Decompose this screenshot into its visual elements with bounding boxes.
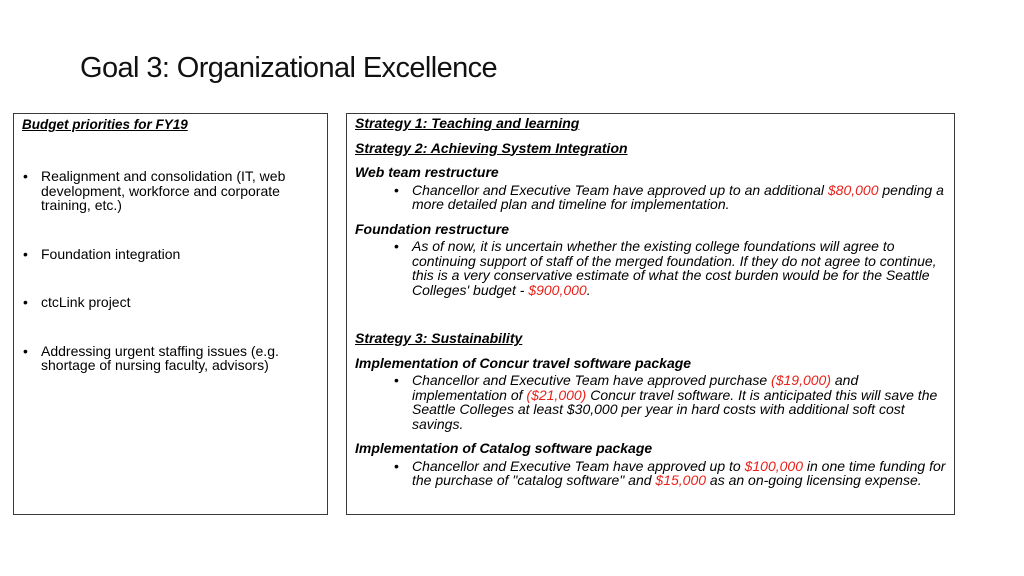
concur-text-1: Chancellor and Executive Team have approved purchase: [412, 372, 772, 388]
strategies-panel: [346, 113, 955, 515]
bullet-icon: •: [394, 238, 399, 254]
list-item: [355, 239, 946, 297]
concur-amount-1: ($19,000): [771, 372, 831, 388]
foundation-list: [355, 239, 946, 297]
concur-text-3: Concur travel software. It is anticipated this will save the Seattle Colleges at least $30,000 per year in hard costs with additional soft cost savings.: [412, 386, 938, 432]
list-item: [22, 247, 319, 262]
foundation-text-2: .: [586, 281, 591, 298]
catalog-list: [355, 459, 946, 488]
web-team-list: [355, 183, 946, 212]
foundation-text-1: As of now, it is uncertain whether the existing college foundations will agree to continuing support of staff of the merged foundation. If they do not agree to continue, this is a very conservative estimate of what the cost burden would be for the Seattle Colleges' budget -: [412, 238, 937, 298]
page-title: Goal 3: Organizational Excellence: [80, 52, 498, 84]
list-item: [355, 373, 946, 431]
list-item: [22, 344, 319, 373]
concur-amount-2: ($21,000): [526, 386, 587, 403]
strategy-3-heading: Strategy 3: Sustainability: [355, 330, 523, 346]
strategy-2-heading: Strategy 2: Achieving System Integration: [355, 139, 628, 156]
list-item-text: Realignment and consolidation (IT, web development, workforce and corporate training, etc.): [41, 168, 286, 213]
catalog-amount-1: $100,000: [744, 457, 803, 474]
list-item: [355, 459, 946, 488]
bullet-icon: •: [23, 245, 28, 262]
web-text-2: pending a more detailed plan and timeline for implementation.: [412, 181, 944, 212]
budget-priorities-panel: [13, 113, 328, 515]
bullet-icon: •: [394, 457, 399, 474]
list-item: [355, 183, 946, 212]
catalog-heading: Implementation of Catalog software package: [355, 440, 653, 456]
bullet-icon: •: [23, 294, 28, 310]
bullet-icon: •: [394, 181, 399, 198]
bullet-icon: •: [394, 372, 399, 388]
catalog-text-1: Chancellor and Executive Team have approved up to: [412, 457, 745, 474]
web-amount: $80,000: [827, 181, 879, 198]
budget-priorities-list: [22, 169, 319, 373]
web-text-1: Chancellor and Executive Team have approved up to an additional: [412, 181, 828, 198]
bullet-icon: •: [23, 342, 28, 359]
web-team-heading: Web team restructure: [355, 164, 499, 180]
list-item: [22, 295, 319, 310]
strategy-1-heading: Strategy 1: Teaching and learning: [355, 115, 580, 131]
bullet-icon: •: [23, 168, 28, 184]
catalog-text-3: as an on-going licensing expense.: [706, 472, 922, 488]
list-item-text: Foundation integration: [41, 245, 181, 262]
catalog-amount-2: $15,000: [655, 472, 707, 488]
concur-text-2: and implementation of: [412, 372, 859, 403]
budget-priorities-heading: Budget priorities for FY19: [22, 117, 188, 132]
concur-list: [355, 373, 946, 431]
concur-heading: Implementation of Concur travel software package: [355, 354, 692, 371]
foundation-heading: Foundation restructure: [355, 220, 510, 237]
catalog-text-2: in one time funding for the purchase of "catalog software" and: [412, 457, 946, 488]
list-item-text: Addressing urgent staffing issues (e.g. shortage of nursing faculty, advisors): [41, 342, 279, 373]
list-item-text: ctcLink project: [41, 294, 131, 310]
list-item: [22, 169, 319, 213]
foundation-amount: $900,000: [528, 281, 587, 298]
